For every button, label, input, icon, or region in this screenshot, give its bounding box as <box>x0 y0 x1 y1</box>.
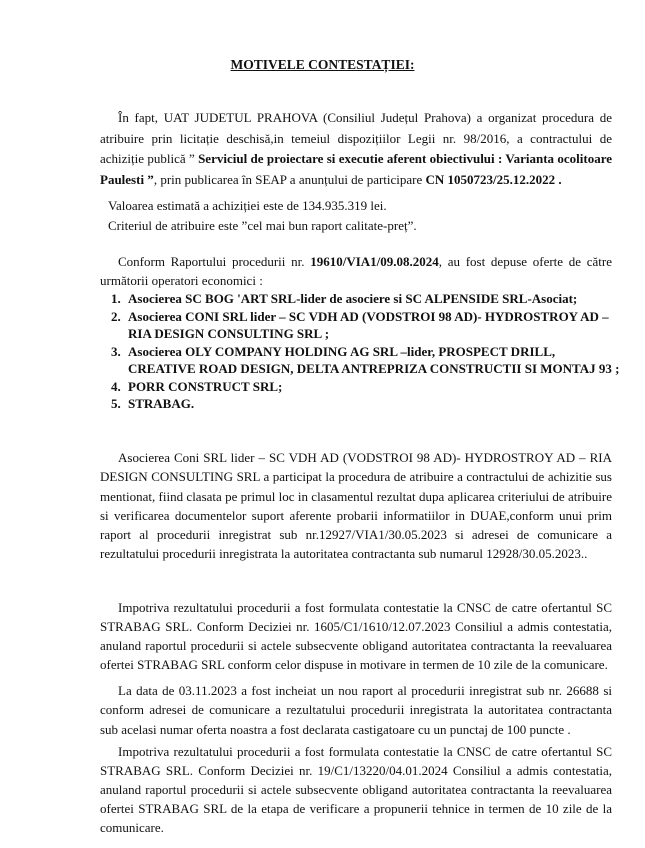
intro-object: Serviciul de proiectare si executie aferent obiectivului : Varianta ocolitoare Paulesti ” <box>100 151 613 187</box>
paragraph-4 <box>100 742 612 837</box>
paragraph-1-text: Asocierea Coni SRL lider – SC VDH AD (VODSTROI 98 AD)- HYDROSTROY AD – RIA DESIGN CONSULTING SRL a participat la procedura de atribuire a contractului de achizitie sus mentionat, fiind clasata pe primul loc in clasamentul rezultat dupa aplicarea criteriului de atribuire si verificarea documentelor suport aferente probarii informatiilor in DUAE,conform unui prim raport al procedurii inregistrat sub nr.12927/VIA1/30.05.2023 si adresei de comunicare a rezultatului procedurii inregistrata la autoritatea contractanta sub numarul 12928/30.05.2023.. <box>100 450 612 562</box>
paragraph-2-text: Impotriva rezultatului procedurii a fost formulata contestatie la CNSC de catre ofertantul SC STRABAG SRL. Conform Deciziei nr. 1605/C1/1610/12.07.2023 Consiliul a admis contestatia, anuland raportul procedurii si actele subsecvente obligand autoritatea contractanta la reevaluarea ofertei STRABAG SRL conform celor dispuse in motivare in termen de 10 zile de la comunicare. <box>100 600 612 672</box>
paragraph-4-text: Impotriva rezultatului procedurii a fost formulata contestatie la CNSC de catre ofertantul SC STRABAG SRL. Conform Deciziei nr. 19/C1/13220/04.01.2024 Consiliul a admis contestatia, anuland raportul procedurii si actele subsecvente obligand autoritatea contractanta la reevaluarea ofertei STRABAG SRL de la etapa de verificare a propunerii tehnice in termen de 10 zile de la comunicare. <box>100 744 612 835</box>
award-criterion: Criteriul de atribuire este ”cel mai bun raport calitate-preț”. <box>108 218 417 233</box>
intro-text-c: , prin publicarea în SEAP a anunțului de participare <box>153 171 423 187</box>
offer-item: 1. Asocierea SC BOG 'ART SRL-lider de asociere si SC ALPENSIDE SRL-Asociat; <box>124 290 624 308</box>
offer-item: 3. Asocierea OLY COMPANY HOLDING AG SRL –lider, PROSPECT DRILL, CREATIVE ROAD DESIGN, DELTA ANTREPRIZA CONSTRUCTII SI MONTAJ 93 ; <box>124 343 624 378</box>
offer-item: 2. Asocierea CONI SRL lider – SC VDH AD (VODSTROI 98 AD)- HYDROSTROY AD – RIA DESIGN CONSULTING SRL ; <box>124 308 624 343</box>
report-text-a: Conform Raportului procedurii nr. <box>118 254 305 269</box>
intro-notice-number: CN 1050723/25.12.2022 . <box>425 171 562 187</box>
estimated-value: Valoarea estimată a achiziției este de 134.935.319 lei. <box>108 198 387 213</box>
intro-paragraph <box>100 108 612 190</box>
document-title: MOTIVELE CONTESTAȚIEI: <box>230 57 415 72</box>
paragraph-3 <box>100 681 612 739</box>
offers-list <box>100 290 624 413</box>
report-text <box>100 252 612 290</box>
paragraph-3-text: La data de 03.11.2023 a fost incheiat un nou raport al procedurii inregistrat sub nr. 26688 si conform adresei de comunicare a rezultatului procedurii inregistrata la autoritatea contractanta sub acelasi numar oferta noastra a fost declarata castigatoare cu un punctaj de 100 puncte . <box>100 683 612 737</box>
intro-details <box>100 196 612 236</box>
paragraph-2 <box>100 598 612 674</box>
report-number: 19610/VIA1/09.08.2024 <box>310 254 439 269</box>
offer-item: 5. STRABAG. <box>124 395 624 413</box>
intro-text <box>100 108 612 190</box>
intro-text-a: În fapt, UAT JUDETUL PRAHOVA (Consiliul Județul Prahova) a organizat procedura de atribuire prin licitație deschisă,in temeiul dispozițiilor Legii nr. 98/2016, a contractului de achiziție publică ” <box>100 110 612 166</box>
report-paragraph <box>100 252 612 290</box>
offer-item: 4. PORR CONSTRUCT SRL; <box>124 378 624 396</box>
report-text-c: , au fost depuse oferte de către următorii operatori economici : <box>100 254 613 288</box>
paragraph-1 <box>100 448 612 564</box>
